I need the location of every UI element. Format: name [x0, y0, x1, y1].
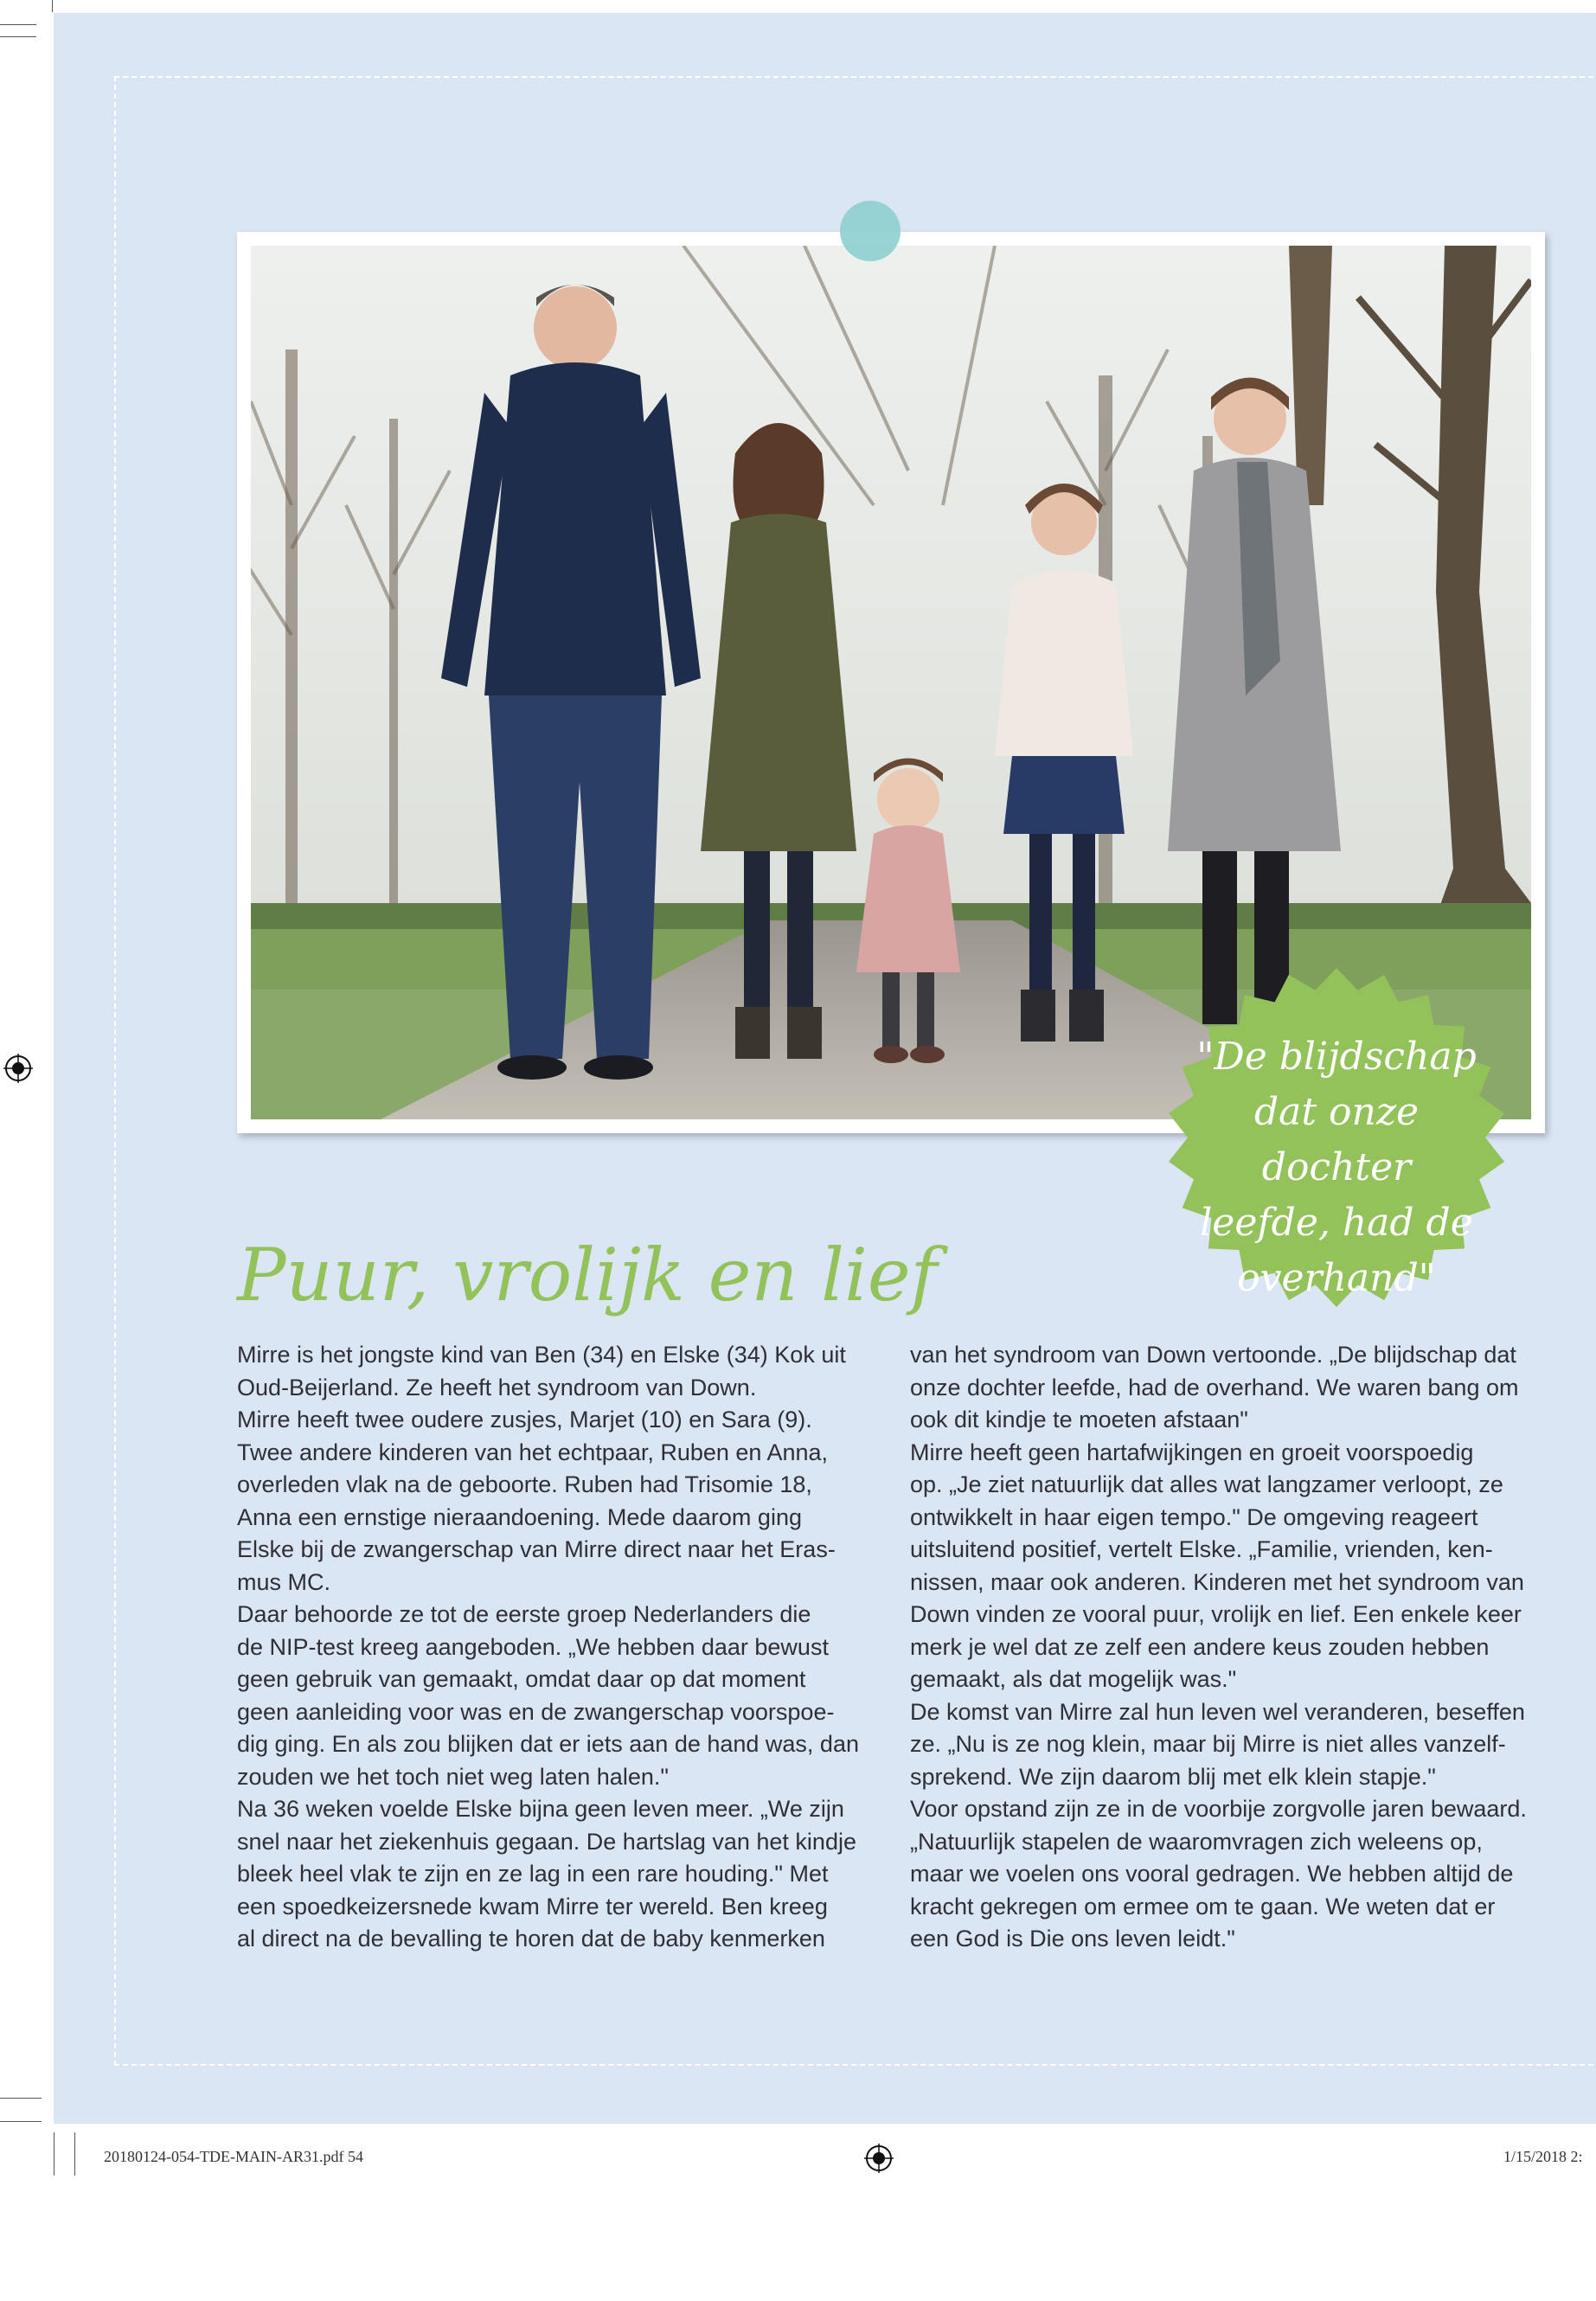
crop-mark	[0, 24, 36, 25]
crop-mark	[52, 0, 53, 12]
text-line: ook dit kindje te moeten afstaan"	[910, 1407, 1248, 1433]
crop-mark	[0, 2098, 42, 2099]
quote-line: leefde, had de	[1200, 1201, 1473, 1245]
text-line: snel naar het ziekenhuis gegaan. De hartslag van het kindje	[237, 1828, 856, 1855]
text-line: „Natuurlijk stapelen de waaromvragen zich weleens op,	[910, 1828, 1483, 1855]
text-line: ze. „Nu is ze nog klein, maar bij Mirre is niet alles vanzelf-	[910, 1731, 1506, 1757]
text-line: kracht gekregen om ermee om te gaan. We weten dat er	[910, 1893, 1496, 1920]
quote-line: "De blijdschap	[1196, 1035, 1477, 1079]
article-column-left	[237, 1339, 894, 1956]
text-line: op. „Je ziet natuurlijk dat alles wat langzamer verloopt, ze	[910, 1471, 1503, 1497]
crop-mark	[74, 2132, 75, 2176]
text-line: Mirre heeft geen hartafwijkingen en groeit voorspoedig	[910, 1439, 1474, 1465]
registration-mark-icon	[3, 1054, 33, 1083]
article-title: Puur, vrolijk en lief	[237, 1233, 938, 1317]
text-line: Down vinden ze vooral puur, vrolijk en lief. Een enkele keer	[910, 1601, 1522, 1627]
text-line: een God is Die ons leven leidt."	[910, 1926, 1235, 1952]
text-line: overleden vlak na de geboorte. Ruben had Trisomie 18,	[237, 1471, 812, 1497]
text-line: de NIP-test kreeg aangeboden. „We hebben daar bewust	[237, 1633, 829, 1660]
text-line: Mirre heeft twee oudere zusjes, Marjet (10) en Sara (9).	[237, 1407, 812, 1433]
text-line: mus MC.	[237, 1568, 330, 1595]
text-line: al direct na de bevalling te horen dat de baby kenmerken	[237, 1926, 825, 1952]
text-line: Twee andere kinderen van het echtpaar, Ruben en Anna,	[237, 1439, 829, 1465]
text-line: De komst van Mirre zal hun leven wel veranderen, beseffen	[910, 1698, 1525, 1725]
registration-mark-icon	[864, 2144, 894, 2173]
text-line: Daar behoorde ze tot de eerste groep Nederlanders die	[237, 1601, 811, 1627]
print-slug-filename: 20180124-054-TDE-MAIN-AR31.pdf 54	[104, 2148, 363, 2165]
text-line: dig ging. En als zou blijken dat er iets aan de hand was, dan	[237, 1731, 859, 1757]
text-line: Na 36 weken voelde Elske bijna geen leven meer. „We zijn	[237, 1796, 844, 1822]
pin-decoration	[840, 201, 901, 261]
text-line: geen aanleiding voor was en de zwangerschap voorspoe-	[237, 1698, 835, 1725]
crop-mark	[0, 2121, 42, 2122]
quote-line: dat onze dochter	[1253, 1090, 1420, 1189]
print-slug-date: 1/15/2018 2:	[1503, 2148, 1583, 2165]
article-column-right	[910, 1339, 1567, 1956]
text-line: Oud-Beijerland. Ze heeft het syndroom van Down.	[237, 1374, 757, 1400]
text-line: Anna een ernstige nieraandoening. Mede daarom ging	[237, 1503, 802, 1530]
text-line: geen gebruik van gemaakt, omdat daar op dat moment	[237, 1666, 806, 1692]
text-line: uitsluitend positief, vertelt Elske. „Familie, vrienden, ken-	[910, 1536, 1493, 1562]
text-line: maar we voelen ons vooral gedragen. We hebben altijd de	[910, 1861, 1514, 1887]
text-line: nissen, maar ook anderen. Kinderen met het syndroom van	[910, 1568, 1524, 1595]
text-line: bleek heel vlak te zijn en ze lag in een rare houding." Met	[237, 1861, 829, 1887]
text-line: een spoedkeizersnede kwam Mirre ter wereld. Ben kreeg	[237, 1893, 828, 1920]
text-line: onze dochter leefde, had de overhand. We waren bang om	[910, 1374, 1519, 1400]
quote-line: overhand"	[1237, 1256, 1436, 1300]
text-line: Voor opstand zijn ze in de voorbije zorgvolle jaren bewaard.	[910, 1796, 1527, 1822]
text-line: gemaakt, als dat mogelijk was."	[910, 1666, 1237, 1692]
text-line: ontwikkelt in haar eigen tempo." De omgeving reageert	[910, 1503, 1478, 1530]
text-line: sprekend. We zijn daarom blij met elk klein stapje."	[910, 1763, 1436, 1790]
text-line: van het syndroom van Down vertoonde. „De blijdschap dat	[910, 1342, 1516, 1368]
crop-mark	[0, 36, 36, 37]
text-line: Elske bij de zwangerschap van Mirre direct naar het Eras-	[237, 1536, 836, 1562]
quote-text	[1194, 1029, 1479, 1306]
text-line: zouden we het toch niet weg laten halen."	[237, 1763, 669, 1790]
text-line: merk je wel dat ze zelf een andere keus zouden hebben	[910, 1633, 1490, 1660]
text-line: Mirre is het jongste kind van Ben (34) en Elske (34) Kok uit	[237, 1342, 846, 1368]
